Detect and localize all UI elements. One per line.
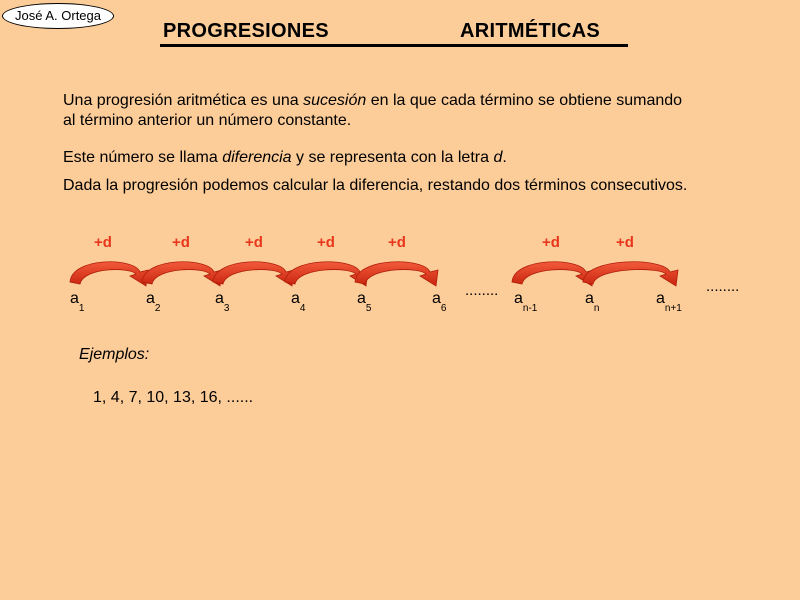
sequence-term [432, 290, 447, 314]
plus-d-arc-arrow [512, 262, 594, 286]
title-word-progresiones: PROGRESIONES [163, 20, 329, 42]
sequence-term [215, 290, 230, 314]
difference-text-end: . [502, 149, 507, 166]
term-subscript: 3 [223, 303, 230, 314]
plus-d-label: +d [542, 234, 560, 251]
definition-text-end: en la que cada término se obtiene sumando al término anterior un número constante. [63, 92, 683, 129]
difference-italic-word: diferencia [222, 149, 292, 166]
term-subscript: 6 [440, 303, 447, 314]
term-base: a [291, 290, 300, 307]
sequence-term [291, 290, 306, 314]
sequence-term [514, 290, 538, 314]
plus-d-label: +d [317, 234, 335, 251]
ellipsis-dots: ........ [465, 282, 499, 299]
plus-d-label: +d [616, 234, 634, 251]
term-subscript: 1 [78, 303, 85, 314]
examples-label: Ejemplos: [79, 346, 150, 363]
plus-d-label: +d [94, 234, 112, 251]
definition-paragraph [63, 91, 683, 131]
difference-text-mid: y se representa con la letra [291, 149, 494, 166]
difference-italic-d: d [493, 149, 503, 166]
calculation-paragraph: Dada la progresión podemos calcular la diferencia, restando dos términos consecutivos. [63, 177, 688, 194]
term-base: a [146, 290, 155, 307]
sequence-term [357, 290, 372, 314]
difference-text-start: Este número se llama [63, 149, 223, 166]
term-base: a [514, 290, 523, 307]
title-underline [160, 44, 628, 47]
term-subscript: 2 [154, 303, 161, 314]
term-base: a [215, 290, 224, 307]
term-base: a [585, 290, 594, 307]
title-word-aritmeticas: ARITMÉTICAS [460, 20, 600, 42]
term-base: a [432, 290, 441, 307]
plus-d-arc-arrow [213, 262, 294, 286]
plus-d-label: +d [245, 234, 263, 251]
term-subscript: 4 [299, 303, 306, 314]
examples-sequence: 1, 4, 7, 10, 13, 16, ...... [93, 389, 254, 406]
plus-d-label: +d [388, 234, 406, 251]
sequence-term [146, 290, 161, 314]
sequence-term [70, 290, 85, 314]
plus-d-label: +d [172, 234, 190, 251]
plus-d-arc-arrow [355, 262, 438, 286]
term-subscript: n [593, 303, 600, 314]
author-badge: José A. Ortega [2, 3, 114, 29]
plus-d-arc-arrow [142, 262, 222, 286]
term-subscript: n-1 [522, 303, 538, 314]
definition-text-start: Una progresión aritmética es una [63, 92, 304, 109]
term-subscript: n+1 [664, 303, 682, 314]
page-title [163, 20, 600, 43]
term-base: a [70, 290, 79, 307]
sequence-term [656, 290, 682, 314]
plus-d-arc-arrow [583, 262, 678, 286]
plus-d-arc-arrow [70, 262, 148, 286]
sequence-term [585, 290, 600, 314]
difference-paragraph [63, 148, 683, 168]
ellipsis-dots: ........ [706, 278, 740, 295]
definition-italic-sucesion: sucesión [303, 92, 367, 109]
term-base: a [656, 290, 665, 307]
term-subscript: 5 [365, 303, 372, 314]
term-base: a [357, 290, 366, 307]
